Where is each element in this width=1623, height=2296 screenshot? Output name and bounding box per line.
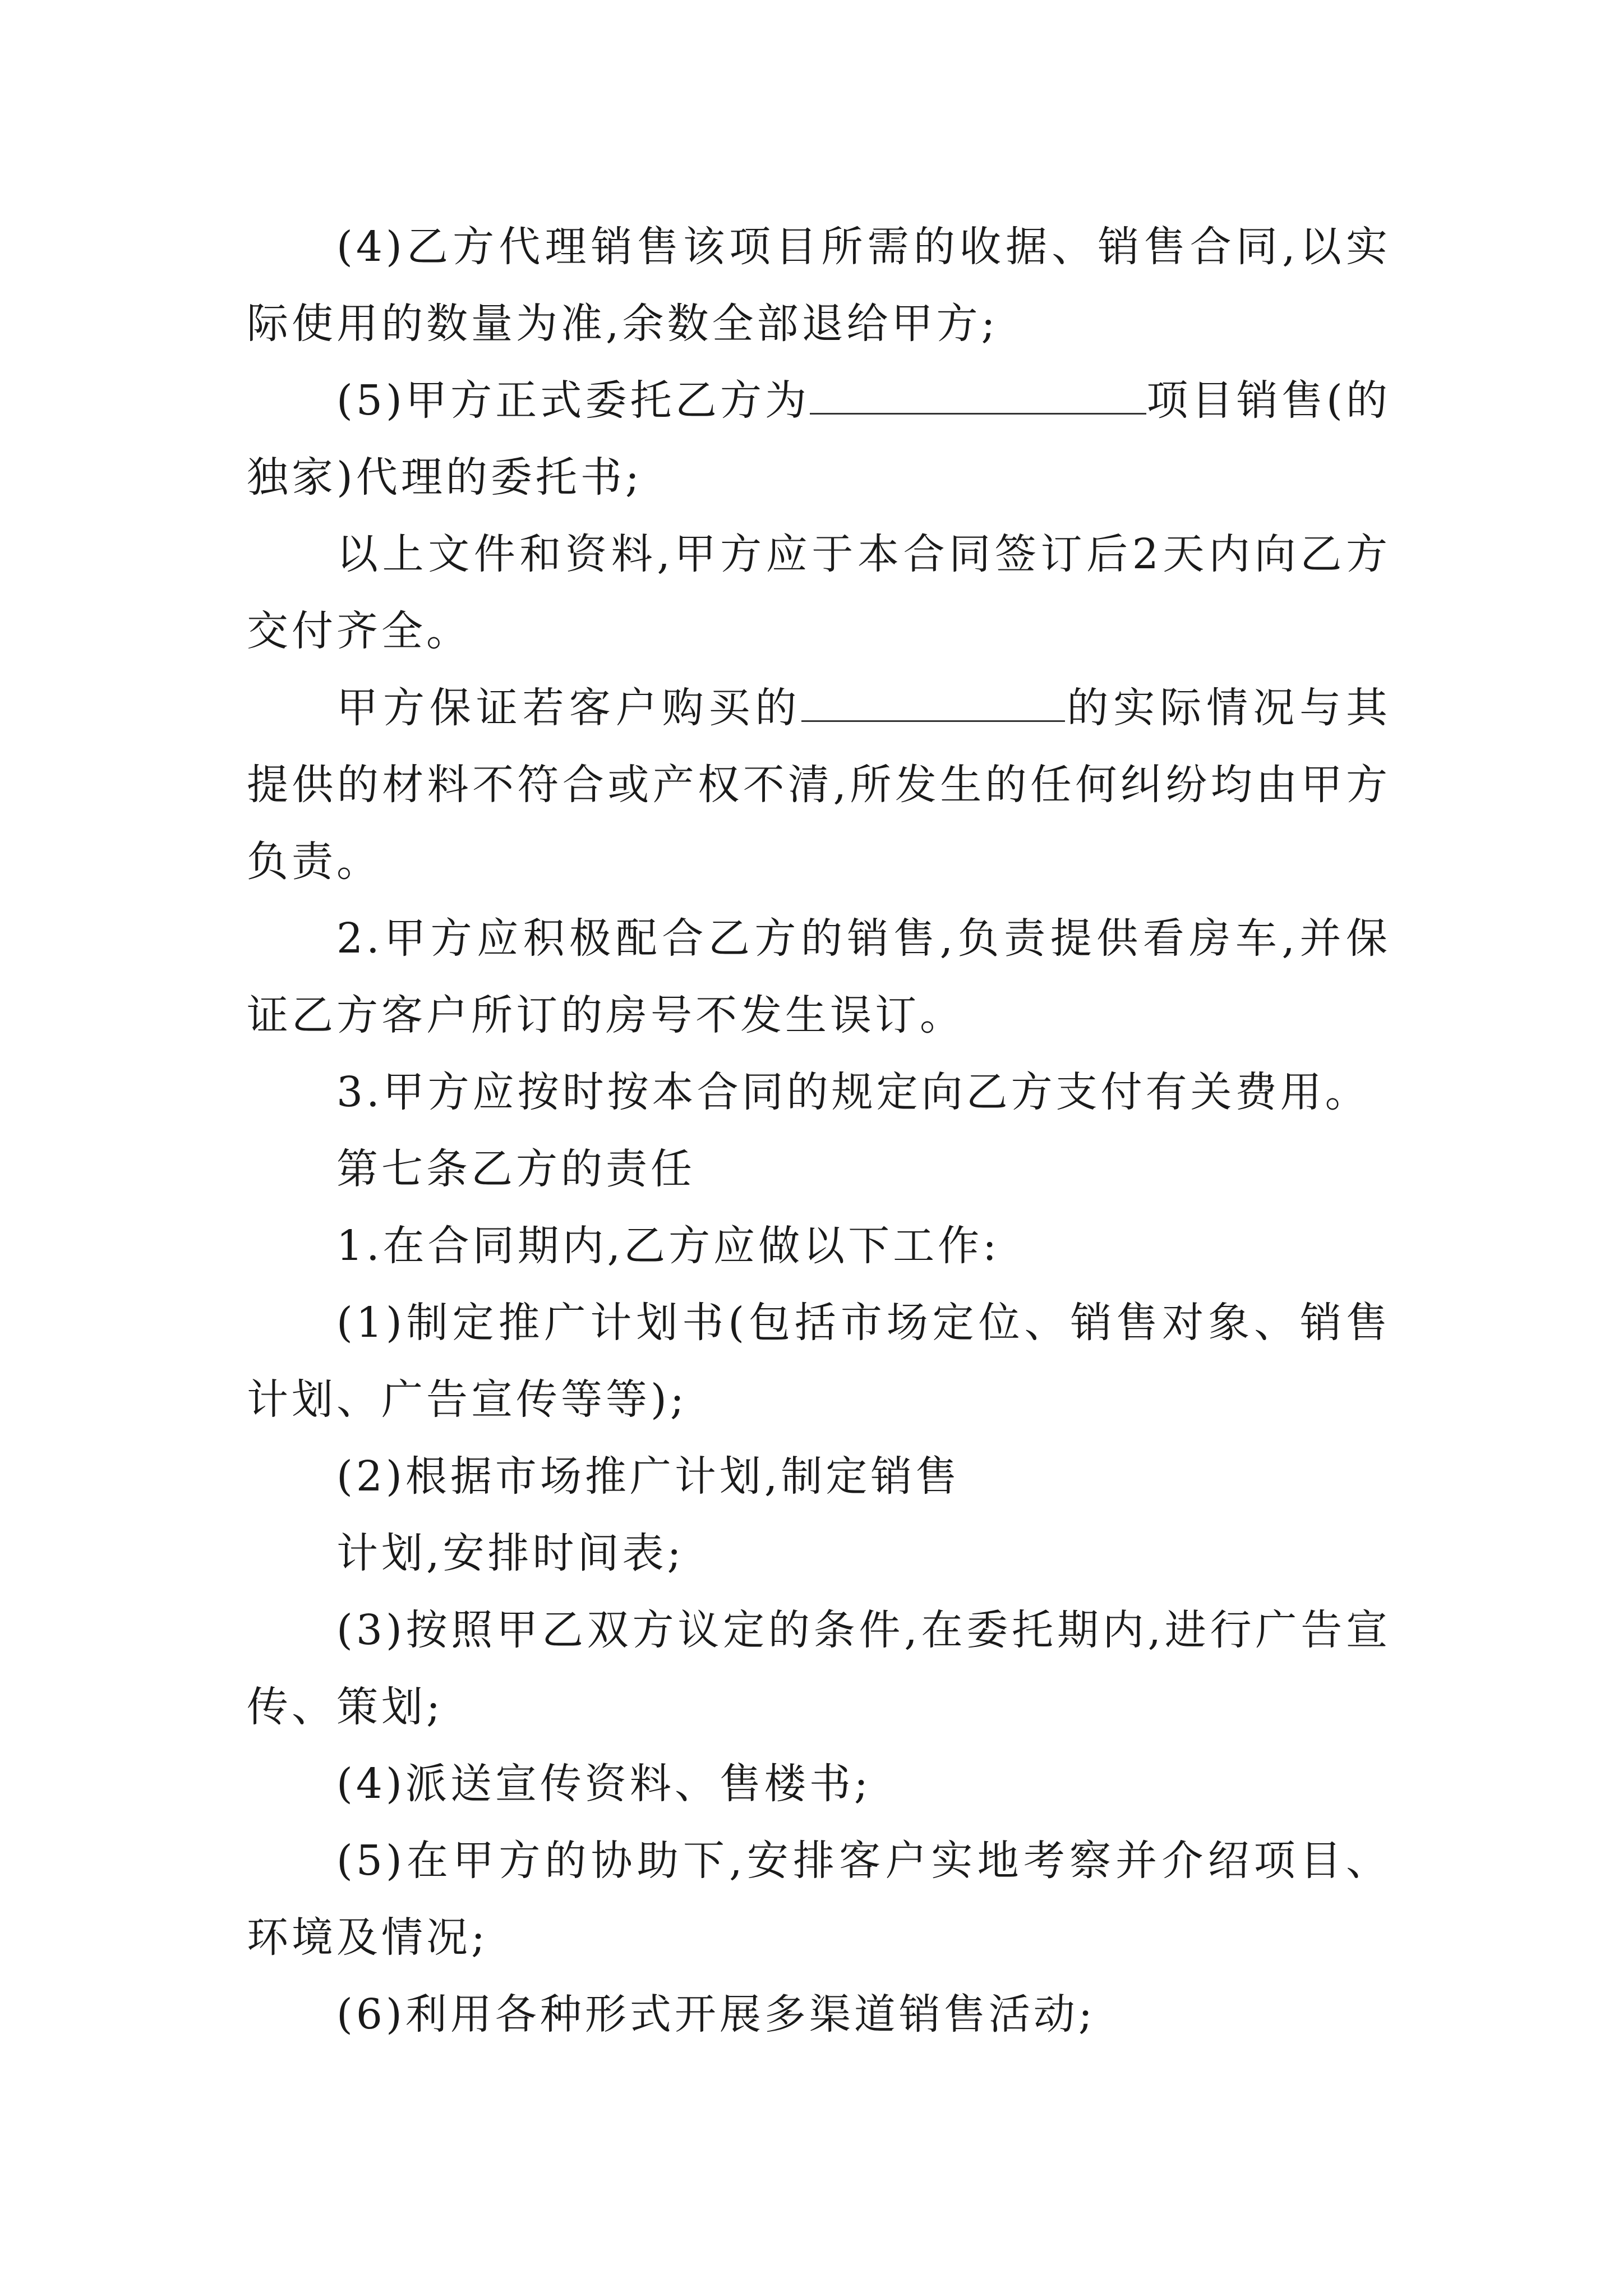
section-heading-article-7: 第七条乙方的责任 (336, 1145, 695, 1193)
blank-fill-line (810, 379, 1146, 415)
paragraph-clause-3: 3.甲方应按时按本合同的规定向乙方支付有关费用。 (336, 1068, 1370, 1116)
paragraph-item-3-advertising: (3)按照甲乙双方议定的条件,在委托期内,进行广告宣传、策划; (247, 1606, 1391, 1731)
paragraph-item-4-materials: (4)派送宣传资料、售楼书; (336, 1760, 872, 1808)
paragraph-text: 甲方保证若客户购买的 (336, 684, 802, 732)
paragraph-item-1-plan: (1)制定推广计划书(包括市场定位、销售对象、销售计划、广告宣传等等); (247, 1299, 1391, 1424)
document-body (247, 209, 1391, 2053)
paragraph-item-4-receipts: (4)乙方代理销售该项目所需的收据、销售合同,以实际使用的数量为准,余数全部退给甲方; (247, 223, 1391, 348)
paragraph-item-2-continued: 计划,安排时间表; (336, 1529, 685, 1577)
paragraph-item-2-sales-plan: (2)根据市场推广计划,制定销售 (336, 1452, 961, 1501)
paragraph-item-5-authorization (247, 362, 1391, 516)
paragraph-guarantee (247, 670, 1391, 900)
blank-fill-line (801, 687, 1065, 722)
paragraph-text: (5)甲方正式委托乙方为 (336, 376, 810, 425)
paragraph-documents-delivery: 以上文件和资料,甲方应于本合同签订后2天内向乙方交付齐全。 (247, 530, 1391, 655)
paragraph-clause-2: 2.甲方应积极配合乙方的销售,负责提供看房车,并保证乙方客户所订的房号不发生误订。 (247, 914, 1391, 1039)
paragraph-text: 的实际情况与其提供的材料不符合或产权不清,所发生的任何纠纷均由甲方负责。 (247, 684, 1391, 886)
paragraph-text: 项目销售(的独家)代理的委托书; (247, 376, 1391, 501)
paragraph-item-5-site-visit: (5)在甲方的协助下,安排客户实地考察并介绍项目、环境及情况; (247, 1837, 1391, 1962)
paragraph-clause-1: 1.在合同期内,乙方应做以下工作: (336, 1222, 1000, 1270)
paragraph-item-6-channels: (6)利用各种形式开展多渠道销售活动; (336, 1990, 1096, 2039)
